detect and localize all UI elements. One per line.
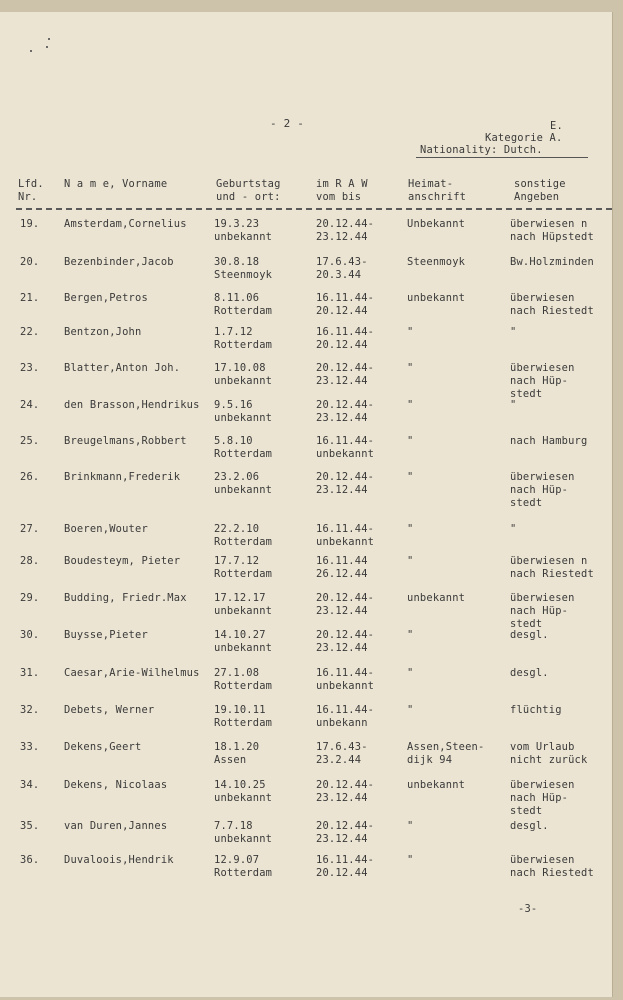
home-address: " (407, 399, 414, 411)
home-address: unbekannt (407, 592, 466, 604)
row-number: 23. (20, 362, 40, 374)
raw-period: 16.11.44- unbekannt (316, 667, 375, 692)
raw-period: 20.12.44- 23.12.44 (316, 218, 375, 243)
header-sonstige: sonstige Angeben (514, 178, 566, 203)
row-number: 33. (20, 741, 40, 753)
person-name: Debets, Werner (64, 704, 155, 716)
table-row (0, 854, 612, 898)
row-number: 35. (20, 820, 40, 832)
nationality-underline (416, 157, 588, 158)
table-row (0, 779, 612, 823)
birth-date-place: 14.10.27 unbekannt (214, 629, 273, 654)
person-name: Boudesteym, Pieter (64, 555, 181, 567)
table-row (0, 471, 612, 515)
person-name: den Brasson,Hendrikus (64, 399, 200, 411)
header-raw: im R A W vom bis (316, 178, 368, 203)
home-address: unbekannt (407, 292, 466, 304)
home-address: " (407, 435, 414, 447)
row-number: 20. (20, 256, 40, 268)
birth-date-place: 14.10.25 unbekannt (214, 779, 273, 804)
person-name: Bezenbinder,Jacob (64, 256, 174, 268)
person-name: Dekens, Nicolaas (64, 779, 168, 791)
raw-period: 17.6.43- 20.3.44 (316, 256, 368, 281)
birth-date-place: 27.1.08 Rotterdam (214, 667, 273, 692)
home-address: " (407, 704, 414, 716)
person-name: Amsterdam,Cornelius (64, 218, 187, 230)
birth-date-place: 19.10.11 Rotterdam (214, 704, 273, 729)
remarks: " (510, 399, 517, 411)
raw-period: 20.12.44- 23.12.44 (316, 779, 375, 804)
remarks: desgl. (510, 820, 549, 832)
person-name: Buysse,Pieter (64, 629, 148, 641)
row-number: 26. (20, 471, 40, 483)
home-address: " (407, 523, 414, 535)
home-address: " (407, 854, 414, 866)
person-name: Brinkmann,Frederik (64, 471, 181, 483)
remarks: überwiesen nach Hüp- stedt (510, 592, 575, 630)
remarks: überwiesen nach Riestedt (510, 292, 594, 317)
remarks: überwiesen n nach Riestedt (510, 555, 594, 580)
row-number: 27. (20, 523, 40, 535)
home-address: Steenmoyk (407, 256, 466, 268)
person-name: Bergen,Petros (64, 292, 148, 304)
raw-period: 20.12.44- 23.12.44 (316, 629, 375, 654)
row-number: 25. (20, 435, 40, 447)
raw-period: 16.11.44- 20.12.44 (316, 326, 375, 351)
raw-period: 16.11.44- unbekannt (316, 523, 375, 548)
row-number: 31. (20, 667, 40, 679)
row-number: 24. (20, 399, 40, 411)
birth-date-place: 7.7.18 unbekannt (214, 820, 273, 845)
person-name: Caesar,Arie-Wilhelmus (64, 667, 200, 679)
row-number: 30. (20, 629, 40, 641)
person-name: Bentzon,John (64, 326, 142, 338)
remarks: nach Hamburg (510, 435, 588, 447)
remarks: überwiesen n nach Hüpstedt (510, 218, 594, 243)
ink-speck (30, 50, 32, 52)
remarks: überwiesen nach Riestedt (510, 854, 594, 879)
nationality-label: Nationality: Dutch. (420, 144, 543, 156)
header-name: N a m e, Vorname (64, 178, 168, 190)
remarks: " (510, 326, 517, 338)
page-number: - 2 - (270, 117, 305, 130)
birth-date-place: 12.9.07 Rotterdam (214, 854, 273, 879)
ink-speck (46, 46, 48, 48)
home-address: " (407, 820, 414, 832)
raw-period: 16.11.44- 20.12.44 (316, 292, 375, 317)
header-heimatanschrift: Heimat- anschrift (408, 178, 467, 203)
header-divider (16, 208, 612, 210)
document-page (0, 12, 613, 997)
raw-period: 20.12.44- 23.12.44 (316, 592, 375, 617)
birth-date-place: 18.1.20 Assen (214, 741, 260, 766)
row-number: 32. (20, 704, 40, 716)
birth-date-place: 30.8.18 Steenmoyk (214, 256, 273, 281)
header-nr: Lfd. Nr. (18, 178, 44, 203)
header-geburtstag: Geburtstag und - ort: (216, 178, 281, 203)
person-name: Duvaloois,Hendrik (64, 854, 174, 866)
row-number: 21. (20, 292, 40, 304)
remarks: überwiesen nach Hüp- stedt (510, 362, 575, 400)
home-address: unbekannt (407, 779, 466, 791)
birth-date-place: 17.10.08 unbekannt (214, 362, 273, 387)
raw-period: 16.11.44- unbekann (316, 704, 375, 729)
home-address: Unbekannt (407, 218, 466, 230)
raw-period: 16.11.44- unbekannt (316, 435, 375, 460)
next-page-marker: -3- (518, 903, 538, 915)
row-number: 28. (20, 555, 40, 567)
remarks: Bw.Holzminden (510, 256, 594, 268)
person-name: Boeren,Wouter (64, 523, 148, 535)
birth-date-place: 17.12.17 unbekannt (214, 592, 273, 617)
remarks: vom Urlaub nicht zurück (510, 741, 588, 766)
person-name: van Duren,Jannes (64, 820, 168, 832)
person-name: Dekens,Geert (64, 741, 142, 753)
person-name: Budding, Friedr.Max (64, 592, 187, 604)
remarks: flüchtig (510, 704, 562, 716)
row-number: 22. (20, 326, 40, 338)
birth-date-place: 1.7.12 Rotterdam (214, 326, 273, 351)
row-number: 19. (20, 218, 40, 230)
row-number: 34. (20, 779, 40, 791)
birth-date-place: 8.11.06 Rotterdam (214, 292, 273, 317)
raw-period: 20.12.44- 23.12.44 (316, 471, 375, 496)
raw-period: 20.12.44- 23.12.44 (316, 399, 375, 424)
person-name: Breugelmans,Robbert (64, 435, 187, 447)
raw-period: 20.12.44- 23.12.44 (316, 362, 375, 387)
home-address: " (407, 629, 414, 641)
row-number: 29. (20, 592, 40, 604)
raw-period: 20.12.44- 23.12.44 (316, 820, 375, 845)
remarks: überwiesen nach Hüp- stedt (510, 471, 575, 509)
home-address: Assen,Steen- dijk 94 (407, 741, 485, 766)
home-address: " (407, 471, 414, 483)
remarks: überwiesen nach Hüp- stedt (510, 779, 575, 817)
category-letter: E. (550, 120, 563, 132)
remarks: desgl. (510, 629, 549, 641)
home-address: " (407, 362, 414, 374)
birth-date-place: 9.5.16 unbekannt (214, 399, 273, 424)
birth-date-place: 5.8.10 Rotterdam (214, 435, 273, 460)
category-label: Kategorie A. (485, 132, 563, 144)
raw-period: 17.6.43- 23.2.44 (316, 741, 368, 766)
raw-period: 16.11.44 26.12.44 (316, 555, 368, 580)
remarks: desgl. (510, 667, 549, 679)
ink-speck (48, 38, 50, 40)
birth-date-place: 22.2.10 Rotterdam (214, 523, 273, 548)
birth-date-place: 23.2.06 unbekannt (214, 471, 273, 496)
remarks: " (510, 523, 517, 535)
row-number: 36. (20, 854, 40, 866)
home-address: " (407, 667, 414, 679)
home-address: " (407, 326, 414, 338)
home-address: " (407, 555, 414, 567)
raw-period: 16.11.44- 20.12.44 (316, 854, 375, 879)
birth-date-place: 17.7.12 Rotterdam (214, 555, 273, 580)
person-name: Blatter,Anton Joh. (64, 362, 181, 374)
birth-date-place: 19.3.23 unbekannt (214, 218, 273, 243)
